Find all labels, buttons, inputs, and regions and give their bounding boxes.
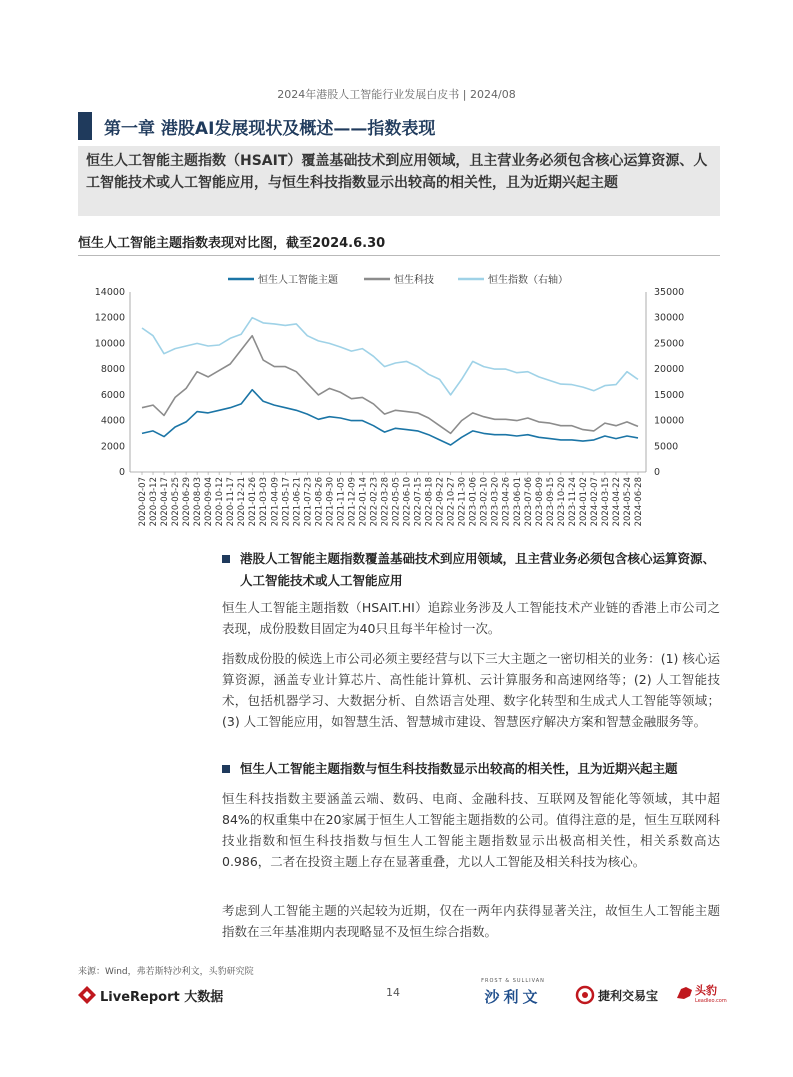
x-tick-label: 2022-07-15 [413, 477, 424, 527]
x-tick-label: 2024-03-15 [600, 477, 611, 527]
x-tick-label: 2022-06-10 [402, 477, 413, 527]
x-tick-label: 2023-10-20 [556, 477, 567, 527]
x-tick-label: 2021-07-23 [303, 477, 314, 527]
y-right-tick-label: 25000 [654, 338, 685, 350]
y-left-tick-label: 12000 [94, 312, 125, 324]
running-header: 2024年港股人工智能行业发展白皮书 | 2024/08 [277, 88, 516, 101]
series-line-0 [142, 390, 638, 445]
paragraph-4: 考虑到人工智能主题的兴起较为近期，仅在一两年内获得显著关注，故恒生人工智能主题指数在三年基准期内表现略显不及恒生综合指数。 [222, 903, 720, 939]
x-tick-label: 2023-07-06 [523, 477, 534, 527]
x-tick-label: 2020-06-29 [182, 477, 193, 527]
jieli-text: 捷利交易宝 [598, 989, 659, 1003]
source-note: 来源：Wind，弗若斯特沙利文，头豹研究院 [78, 967, 254, 977]
legend-label-2: 恒生指数（右轴） [488, 275, 568, 286]
x-tick-label: 2020-02-07 [138, 477, 148, 527]
y-right-tick-label: 0 [654, 467, 661, 478]
x-tick-label: 2024-02-07 [589, 477, 600, 527]
x-tick-label: 2023-04-26 [501, 477, 512, 527]
bullet-1-text: 港股人工智能主题指数覆盖基础技术到应用领域，且主营业务必须包含核心运算资源、人工智能技术或人工智能应用 [240, 551, 716, 588]
x-tick-label: 2024-01-02 [578, 477, 589, 527]
summary-box: 恒生人工智能主题指数（HSAIT）覆盖基础技术到应用领域，且主营业务必须包含核心运算资源、人工智能技术或人工智能应用，与恒生科技指数显示出较高的相关性，且为近期兴起主题 [78, 146, 720, 216]
legend-label-0: 恒生人工智能主题 [258, 275, 338, 286]
frost-sullivan-small-text: FROST & SULLIVAN [481, 978, 545, 984]
x-tick-label: 2022-11-30 [457, 477, 468, 527]
x-tick-label: 2020-12-21 [237, 477, 248, 527]
chapter-heading [78, 110, 720, 142]
x-tick-label: 2024-05-24 [622, 477, 633, 527]
y-left-tick-label: 4000 [100, 415, 125, 427]
x-tick-label: 2024-06-28 [634, 477, 644, 527]
x-tick-label: 2021-04-09 [270, 477, 281, 527]
y-right-tick-label: 10000 [654, 415, 685, 427]
x-tick-label: 2021-06-21 [292, 477, 303, 527]
x-tick-label: 2022-05-05 [391, 477, 402, 527]
x-tick-label: 2023-06-01 [512, 477, 523, 527]
livereport-diamond-icon [78, 986, 96, 1004]
x-tick-label: 2020-08-03 [193, 477, 204, 527]
x-tick-label: 2020-04-17 [160, 477, 171, 527]
toubao-logo [676, 980, 727, 1010]
x-tick-label: 2020-09-04 [204, 477, 215, 527]
x-tick-label: 2021-08-26 [314, 477, 325, 527]
x-tick-label: 2022-10-27 [446, 477, 457, 527]
y-right-tick-label: 35000 [654, 287, 685, 298]
page-footer [78, 978, 727, 1012]
toubao-text: 头豹 [695, 984, 717, 997]
y-right-tick-label: 30000 [654, 312, 685, 324]
jieli-swirl-icon [576, 986, 594, 1004]
y-left-tick-label: 14000 [94, 287, 125, 298]
frost-sullivan-logo [474, 978, 552, 1010]
y-left-tick-label: 8000 [100, 364, 125, 376]
x-tick-label: 2022-01-14 [358, 477, 369, 527]
y-left-tick-label: 0 [118, 467, 125, 478]
toubao-leopard-icon [676, 984, 694, 1002]
legend-label-1: 恒生科技 [394, 275, 434, 286]
x-tick-label: 2023-09-15 [545, 477, 556, 527]
paragraph-2: 指数成份股的候选上市公司必须主要经营与以下三大主题之一密切相关的业务：(1) 核心运算资源，涵盖专业计算芯片、高性能计算机、云计算服务和高速网络等；(2) 人工智能技术，包括机器学习、大数据分析、自然语言处理、数字化转型和生成式人工智能等领域；(3) 人工智能应用，如智慧生活、智慧城市建设、智慧医疗解决方案和智慧金融服务等。 [222, 651, 720, 729]
series-line-2 [142, 318, 638, 395]
x-tick-label: 2024-04-22 [611, 477, 622, 527]
chart-title-rule [78, 255, 720, 256]
bullet-2-text: 恒生人工智能主题指数与恒生科技指数显示出较高的相关性，且为近期兴起主题 [240, 761, 678, 776]
y-right-tick-label: 15000 [654, 389, 685, 401]
frost-sullivan-big-text: 沙利文 [484, 988, 542, 1006]
x-tick-label: 2022-09-22 [435, 477, 446, 527]
paragraph-1: 恒生人工智能主题指数（HSAIT.HI）追踪业务涉及人工智能技术产业链的香港上市公司之表现，成份股数目固定为40只且每半年检讨一次。 [222, 600, 720, 636]
toubao-subtext: Leadleo.com [695, 998, 727, 1004]
x-tick-label: 2022-03-28 [380, 477, 391, 527]
x-tick-label: 2021-03-03 [259, 477, 270, 527]
x-tick-label: 2022-02-23 [369, 477, 380, 527]
bullet-square-icon [222, 555, 230, 563]
y-left-tick-label: 10000 [94, 338, 125, 350]
paragraph-3: 恒生科技指数主要涵盖云端、数码、电商、金融科技、互联网及智能化等领域，其中超84%的权重集中在20家属于恒生人工智能主题指数的公司。值得注意的是，恒生互联网科技业指数和恒生科技指数与恒生人工智能主题指数显示出极高相关性，相关系数高达0.986，二者在投资主题上存在显著重叠，尤以人工智能及相关科技为核心。 [222, 791, 720, 869]
x-tick-label: 2022-08-18 [424, 477, 435, 527]
x-tick-label: 2020-03-12 [149, 477, 160, 527]
bullet-2 [222, 758, 720, 780]
x-tick-label: 2023-03-20 [490, 477, 501, 527]
bullet-1 [222, 548, 720, 592]
x-tick-label: 2023-02-10 [479, 477, 490, 527]
x-tick-label: 2021-05-17 [281, 477, 292, 527]
x-tick-label: 2020-11-17 [226, 477, 237, 527]
x-tick-label: 2020-10-12 [215, 477, 226, 527]
y-right-tick-label: 20000 [654, 364, 685, 376]
y-left-tick-label: 2000 [100, 441, 125, 453]
x-tick-label: 2021-12-09 [347, 477, 358, 527]
chapter-title: 第一章 港股AI发展现状及概述——指数表现 [104, 119, 436, 139]
livereport-text: LiveReport 大数据 [100, 990, 224, 1005]
bullet-square-icon [222, 765, 230, 773]
x-tick-label: 2023-11-24 [567, 477, 578, 527]
x-tick-label: 2020-05-25 [171, 477, 182, 527]
x-tick-label: 2023-01-06 [468, 477, 479, 527]
y-left-tick-label: 6000 [100, 389, 125, 401]
x-tick-label: 2021-01-26 [248, 477, 259, 527]
y-right-tick-label: 5000 [654, 441, 679, 453]
x-tick-label: 2021-09-30 [325, 477, 336, 527]
x-tick-label: 2021-11-05 [336, 477, 347, 527]
x-tick-label: 2023-08-09 [534, 477, 545, 527]
index-comparison-chart [78, 262, 685, 542]
chapter-bar [78, 112, 92, 140]
chart-title: 恒生人工智能主题指数表现对比图，截至2024.6.30 [78, 236, 386, 251]
page-number: 14 [386, 986, 400, 999]
